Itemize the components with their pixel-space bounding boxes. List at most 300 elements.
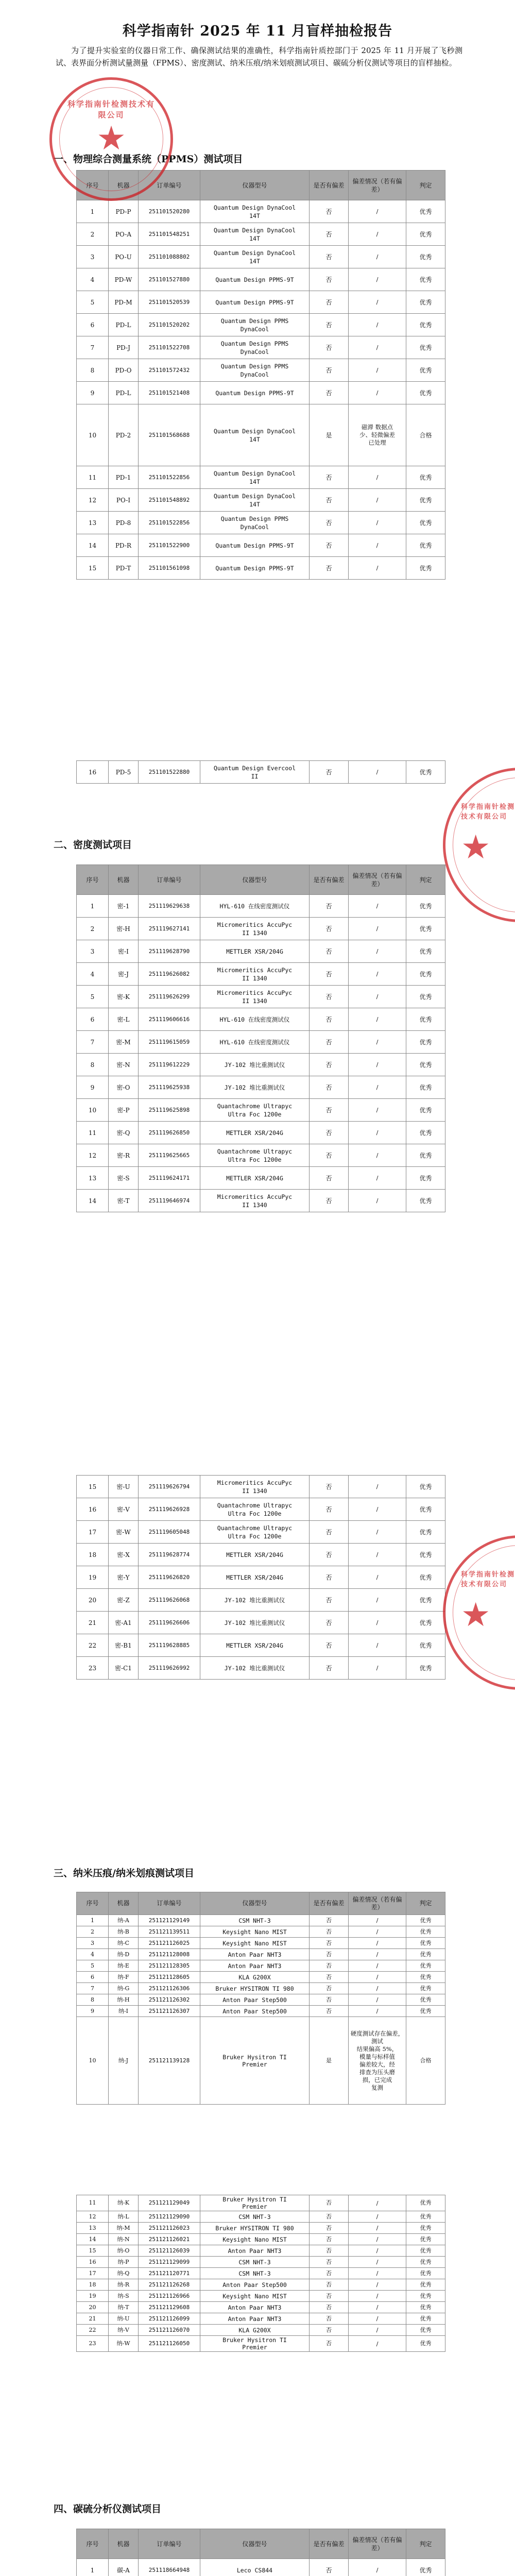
cell-no: 5 [77, 986, 109, 1008]
cell-result: 优秀 [406, 2313, 445, 2325]
cell-model: Quantum Design PPMS DynaCool [200, 512, 310, 534]
cell-deviation: / [349, 761, 406, 784]
cell-result: 优秀 [406, 1938, 445, 1949]
column-header-model: 仪器型号 [200, 865, 310, 895]
cell-result: 优秀 [406, 1983, 445, 1994]
cell-code: 251101521408 [139, 382, 200, 404]
cell-code: 251119646974 [139, 1190, 200, 1212]
cell-result: 优秀 [406, 336, 445, 359]
cell-deviation: / [349, 1008, 406, 1031]
cell-deviation: / [349, 1960, 406, 1972]
column-header-conclusion: 是否有偏差 [310, 1892, 349, 1915]
cell-deviation: / [349, 1566, 406, 1589]
cell-conclusion: 否 [310, 1972, 349, 1983]
cell-model: Micromeritics AccuPyc II 1340 [200, 1476, 310, 1498]
cell-no: 8 [77, 359, 109, 382]
cell-model: HYL-610 在线密度测试仪 [200, 1031, 310, 1054]
cell-model: Anton Paar NHT3 [200, 1949, 310, 1960]
cell-no: 18 [77, 2279, 109, 2291]
cell-code: 251101561098 [139, 557, 200, 580]
cell-code: 251101522856 [139, 466, 200, 489]
table-row [77, 1972, 445, 1983]
cell-deviation: / [349, 1476, 406, 1498]
cell-code: 251119615059 [139, 1031, 200, 1054]
seam-seal-text-2: 科学指南针检测技术有限公司 [461, 1571, 515, 1588]
cell-model: Quantachrome Ultrapyc Ultra Foc 1200e [200, 1498, 310, 1521]
cell-deviation: / [349, 1054, 406, 1076]
table-row [77, 2559, 445, 2576]
cell-conclusion: 否 [310, 1167, 349, 1190]
cell-code: 251119626082 [139, 963, 200, 986]
cell-machine: 密-W [109, 1521, 139, 1544]
cell-model: KLA G200X [200, 2325, 310, 2336]
cell-result: 优秀 [406, 359, 445, 382]
cell-deviation: / [349, 2257, 406, 2268]
cell-code: 251118664948 [139, 2559, 200, 2576]
cell-deviation: / [349, 534, 406, 557]
cell-conclusion: 否 [310, 1144, 349, 1167]
cell-machine: 纳-J [109, 2017, 139, 2105]
cell-result: 优秀 [406, 2211, 445, 2223]
cell-conclusion: 否 [310, 1612, 349, 1634]
cell-model: Anton Paar NHT3 [200, 2302, 310, 2313]
cell-code: 251121126050 [139, 2336, 200, 2352]
cell-code: 251121129099 [139, 2257, 200, 2268]
cell-conclusion: 否 [310, 1122, 349, 1144]
cell-conclusion: 否 [310, 2302, 349, 2313]
seam-seal-text: 科学指南针检测技术有限公司 [461, 803, 515, 821]
cell-conclusion: 否 [310, 336, 349, 359]
cell-model: Bruker HYSITRON TI 980 [200, 2223, 310, 2234]
table-row [77, 200, 445, 223]
cell-code: 251121126023 [139, 2223, 200, 2234]
cell-model: METTLER XSR/204G [200, 940, 310, 963]
cell-model: Anton Paar Step500 [200, 2006, 310, 2017]
cell-deviation: / [349, 291, 406, 314]
seam-seal-star-icon: ★ [461, 828, 491, 867]
cell-machine: PO-I [109, 489, 139, 512]
cell-machine: 密-U [109, 1476, 139, 1498]
cell-model: METTLER XSR/204G [200, 1122, 310, 1144]
cell-no: 11 [77, 466, 109, 489]
cell-code: 251121128305 [139, 1960, 200, 1972]
cell-model: Bruker HYSITRON TI 980 [200, 1983, 310, 1994]
table-row [77, 1589, 445, 1612]
cell-result: 优秀 [406, 1054, 445, 1076]
cell-conclusion: 否 [310, 2223, 349, 2234]
table-row [77, 1994, 445, 2006]
cell-conclusion: 否 [310, 2257, 349, 2268]
cell-deviation: / [349, 2302, 406, 2313]
cell-result: 优秀 [406, 512, 445, 534]
cell-result: 优秀 [406, 200, 445, 223]
cell-code: 251119628885 [139, 1634, 200, 1657]
section-heading-density: 二、密度测试项目 [54, 839, 132, 851]
cell-no: 15 [77, 2245, 109, 2257]
cell-result: 优秀 [406, 2257, 445, 2268]
table-row [77, 2234, 445, 2245]
cell-model: Quantum Design DynaCool 14T [200, 223, 310, 246]
cell-code: 251119625938 [139, 1076, 200, 1099]
seal-text: 科学指南针检测技术有限公司 [67, 99, 155, 120]
cell-machine: 密-A1 [109, 1612, 139, 1634]
column-header-no: 序号 [77, 2529, 109, 2559]
cell-conclusion: 否 [310, 2245, 349, 2257]
cell-machine: 纳-I [109, 2006, 139, 2017]
cell-machine: 密-P [109, 1099, 139, 1122]
cell-machine: 密-Z [109, 1589, 139, 1612]
cell-deviation: / [349, 1657, 406, 1680]
cell-machine: 密-Y [109, 1566, 139, 1589]
cell-machine: 密-H [109, 918, 139, 940]
cell-deviation: / [349, 2195, 406, 2211]
cell-model: Quantum Design Evercool II [200, 761, 310, 784]
cell-no: 12 [77, 2211, 109, 2223]
column-header-conclusion: 是否有偏差 [310, 2529, 349, 2559]
cell-conclusion: 否 [310, 1960, 349, 1972]
table-row [77, 2017, 445, 2105]
cell-model: JY-102 堆比重测试仪 [200, 1657, 310, 1680]
table-row [77, 2313, 445, 2325]
cell-model: KLA G200X [200, 1972, 310, 1983]
cell-machine: 纳-L [109, 2211, 139, 2223]
cell-code: 251121126099 [139, 2313, 200, 2325]
cell-code: 251101548251 [139, 223, 200, 246]
cell-model: HYL-610 在线密度测试仪 [200, 1008, 310, 1031]
table-row [77, 1544, 445, 1566]
cell-conclusion: 否 [310, 940, 349, 963]
cell-no: 11 [77, 2195, 109, 2211]
column-header-machine: 机器 [109, 865, 139, 895]
cell-no: 22 [77, 1634, 109, 1657]
cell-result: 优秀 [406, 223, 445, 246]
cell-machine: PD-M [109, 291, 139, 314]
cell-conclusion: 否 [310, 1008, 349, 1031]
table-row [77, 466, 445, 489]
table-row [77, 1521, 445, 1544]
cell-code: 251121126070 [139, 2325, 200, 2336]
cell-model: Quantum Design PPMS-9T [200, 382, 310, 404]
cell-machine: 密-Q [109, 1122, 139, 1144]
cell-no: 18 [77, 1544, 109, 1566]
ppms-table-page-2 [76, 760, 445, 784]
cell-model: CSM NHT-3 [200, 2257, 310, 2268]
nano-table-page-2 [76, 2195, 445, 2352]
cell-deviation: / [349, 200, 406, 223]
cell-deviation: / [349, 1926, 406, 1938]
cell-model: Micromeritics AccuPyc II 1340 [200, 963, 310, 986]
cell-conclusion: 否 [310, 2234, 349, 2245]
cell-deviation: / [349, 1076, 406, 1099]
table-row [77, 2211, 445, 2223]
cell-machine: PD-R [109, 534, 139, 557]
cell-result: 优秀 [406, 1476, 445, 1498]
column-header-deviation: 偏差情况（若有偏差） [349, 2529, 406, 2559]
cell-machine: 密-J [109, 963, 139, 986]
cell-no: 10 [77, 2017, 109, 2105]
table-row [77, 2279, 445, 2291]
cell-no: 4 [77, 268, 109, 291]
cell-code: 251119612229 [139, 1054, 200, 1076]
cell-no: 8 [77, 1054, 109, 1076]
cell-result: 优秀 [406, 2223, 445, 2234]
cell-result: 优秀 [406, 1144, 445, 1167]
cell-code: 251101522880 [139, 761, 200, 784]
cell-machine: 纳-H [109, 1994, 139, 2006]
table-row [77, 534, 445, 557]
cell-machine: 密-L [109, 1008, 139, 1031]
cell-conclusion: 否 [310, 1926, 349, 1938]
cell-model: Bruker Hysitron TI Premier [200, 2195, 310, 2211]
cell-code: 251119626299 [139, 986, 200, 1008]
cell-no: 7 [77, 1031, 109, 1054]
cell-conclusion: 否 [310, 1521, 349, 1544]
column-header-code: 订单编号 [139, 2529, 200, 2559]
cell-conclusion: 否 [310, 2313, 349, 2325]
cell-code: 251119626928 [139, 1498, 200, 1521]
cell-no: 12 [77, 1144, 109, 1167]
section-heading-ppms: 一、物理综合测量系统（PPMS）测试项目 [54, 154, 243, 165]
table-row [77, 268, 445, 291]
cell-result: 优秀 [406, 1099, 445, 1122]
cell-result: 优秀 [406, 1122, 445, 1144]
cell-machine: 纳-U [109, 2313, 139, 2325]
cell-no: 6 [77, 1972, 109, 1983]
cell-code: 251119629638 [139, 895, 200, 918]
cell-model: Anton Paar NHT3 [200, 2313, 310, 2325]
cell-model: Anton Paar Step500 [200, 2279, 310, 2291]
cell-no: 6 [77, 314, 109, 336]
cell-result: 优秀 [406, 2302, 445, 2313]
cell-machine: 纳-A [109, 1915, 139, 1926]
cell-no: 4 [77, 963, 109, 986]
cell-result: 优秀 [406, 314, 445, 336]
table-row [77, 489, 445, 512]
table-row [77, 1054, 445, 1076]
seam-seal-star-icon-2: ★ [461, 1596, 491, 1634]
column-header-no: 序号 [77, 1892, 109, 1915]
cell-conclusion: 否 [310, 1498, 349, 1521]
density-table-page-1 [76, 865, 445, 1212]
cell-result: 优秀 [406, 1657, 445, 1680]
cell-deviation: / [349, 466, 406, 489]
table-row [77, 2336, 445, 2352]
cell-machine: 密-S [109, 1167, 139, 1190]
report-title: 科学指南针 2025 年 11 月盲样抽检报告 [122, 23, 393, 39]
table-row [77, 382, 445, 404]
cell-result: 优秀 [406, 1972, 445, 1983]
cell-deviation: 磁滞 数据点 少、轻微偏差 已处理 [349, 404, 406, 466]
cell-code: 251119626992 [139, 1657, 200, 1680]
cell-model: Quantum Design DynaCool 14T [200, 466, 310, 489]
cell-result: 优秀 [406, 2195, 445, 2211]
cell-result: 优秀 [406, 1589, 445, 1612]
cell-code: 251119626850 [139, 1122, 200, 1144]
cell-deviation: / [349, 1521, 406, 1544]
cell-no: 7 [77, 1983, 109, 1994]
cell-result: 优秀 [406, 534, 445, 557]
cell-result: 优秀 [406, 1994, 445, 2006]
cell-code: 251121129608 [139, 2302, 200, 2313]
cell-result: 优秀 [406, 2336, 445, 2352]
cell-code: 251101572432 [139, 359, 200, 382]
table-row [77, 1983, 445, 1994]
cell-model: JY-102 堆比重测试仪 [200, 1054, 310, 1076]
cell-deviation: / [349, 1498, 406, 1521]
cell-model: Keysight Nano MIST [200, 1926, 310, 1938]
cell-code: 251121120771 [139, 2268, 200, 2279]
table-row [77, 557, 445, 580]
cell-no: 13 [77, 1167, 109, 1190]
cell-code: 251119626794 [139, 1476, 200, 1498]
table-row [77, 986, 445, 1008]
cell-deviation: / [349, 268, 406, 291]
table-row [77, 404, 445, 466]
table-row [77, 246, 445, 268]
cell-conclusion: 否 [310, 2006, 349, 2017]
cell-result: 优秀 [406, 1190, 445, 1212]
cell-machine: 纳-S [109, 2291, 139, 2302]
cell-deviation: / [349, 2559, 406, 2576]
cell-model: Anton Paar NHT3 [200, 2245, 310, 2257]
cell-conclusion: 是 [310, 404, 349, 466]
table-row [77, 1926, 445, 1938]
cell-result: 优秀 [406, 1926, 445, 1938]
cell-deviation: / [349, 2291, 406, 2302]
cell-machine: 密-C1 [109, 1657, 139, 1680]
cell-result: 优秀 [406, 1949, 445, 1960]
cell-result: 优秀 [406, 1960, 445, 1972]
table-row [77, 2195, 445, 2211]
table-row [77, 963, 445, 986]
cell-code: 251101088802 [139, 246, 200, 268]
table-row [77, 761, 445, 784]
cell-machine: 密-T [109, 1190, 139, 1212]
cell-no: 15 [77, 557, 109, 580]
table-row [77, 1566, 445, 1589]
table-row [77, 512, 445, 534]
cell-model: Quantum Design PPMS DynaCool [200, 336, 310, 359]
cell-code: 251121139128 [139, 2017, 200, 2105]
cell-machine: 纳-K [109, 2195, 139, 2211]
column-header-deviation: 偏差情况（若有偏差） [349, 865, 406, 895]
column-header-code: 订单编号 [139, 865, 200, 895]
cell-machine: 密-N [109, 1054, 139, 1076]
cell-deviation: / [349, 2245, 406, 2257]
cell-machine: 纳-R [109, 2279, 139, 2291]
table-row [77, 2302, 445, 2313]
cell-code: 251101568688 [139, 404, 200, 466]
cell-model: CSM NHT-3 [200, 2268, 310, 2279]
cell-conclusion: 否 [310, 314, 349, 336]
cell-code: 251121126039 [139, 2245, 200, 2257]
cell-code: 251121128605 [139, 1972, 200, 1983]
column-header-deviation: 偏差情况（若有偏差） [349, 171, 406, 200]
cell-deviation: / [349, 1544, 406, 1566]
column-header-model: 仪器型号 [200, 1892, 310, 1915]
cell-machine: 纳-C [109, 1938, 139, 1949]
table-row [77, 1498, 445, 1521]
cell-conclusion: 否 [310, 1949, 349, 1960]
table-row [77, 2268, 445, 2279]
cell-model: Micromeritics AccuPyc II 1340 [200, 986, 310, 1008]
cell-no: 11 [77, 1122, 109, 1144]
cell-machine: PD-J [109, 336, 139, 359]
cell-model: CSM NHT-3 [200, 2211, 310, 2223]
cell-conclusion: 否 [310, 512, 349, 534]
table-row [77, 1612, 445, 1634]
cell-machine: 密-O [109, 1076, 139, 1099]
cell-model: Quantum Design PPMS-9T [200, 268, 310, 291]
table-row [77, 918, 445, 940]
cell-conclusion: 是 [310, 2017, 349, 2105]
cell-model: METTLER XSR/204G [200, 1634, 310, 1657]
cell-result: 优秀 [406, 557, 445, 580]
cell-conclusion: 否 [310, 2559, 349, 2576]
cell-conclusion: 否 [310, 2325, 349, 2336]
cell-code: 251119628790 [139, 940, 200, 963]
cell-result: 优秀 [406, 1076, 445, 1099]
table-row [77, 2245, 445, 2257]
cell-conclusion: 否 [310, 382, 349, 404]
density-table-page-2 [76, 1475, 445, 1680]
cell-code: 251101527880 [139, 268, 200, 291]
cell-conclusion: 否 [310, 1099, 349, 1122]
table-row [77, 2291, 445, 2302]
cell-no: 2 [77, 223, 109, 246]
cell-result: 合格 [406, 2017, 445, 2105]
cell-result: 优秀 [406, 382, 445, 404]
cell-model: Quantum Design PPMS DynaCool [200, 359, 310, 382]
cell-code: 251101522856 [139, 512, 200, 534]
cell-no: 21 [77, 2313, 109, 2325]
cell-deviation: / [349, 223, 406, 246]
cell-no: 9 [77, 2006, 109, 2017]
cell-deviation: / [349, 382, 406, 404]
cell-machine: 碳-A [109, 2559, 139, 2576]
cell-machine: 纳-W [109, 2336, 139, 2352]
cell-conclusion: 否 [310, 963, 349, 986]
cell-conclusion: 否 [310, 534, 349, 557]
cell-deviation: / [349, 2279, 406, 2291]
cell-no: 1 [77, 895, 109, 918]
column-header-conclusion: 是否有偏差 [310, 171, 349, 200]
cell-machine: PO-U [109, 246, 139, 268]
cell-code: 251119627141 [139, 918, 200, 940]
cell-conclusion: 否 [310, 2291, 349, 2302]
cell-no: 5 [77, 291, 109, 314]
cell-result: 优秀 [406, 489, 445, 512]
section-heading-nano: 三、纳米压痕/纳米划痕测试项目 [54, 1868, 194, 1879]
cell-model: METTLER XSR/204G [200, 1544, 310, 1566]
cell-conclusion: 否 [310, 1054, 349, 1076]
cell-deviation: / [349, 1122, 406, 1144]
cell-conclusion: 否 [310, 761, 349, 784]
cell-model: JY-102 堆比重测试仪 [200, 1612, 310, 1634]
table-row [77, 1122, 445, 1144]
cell-no: 10 [77, 1099, 109, 1122]
cell-conclusion: 否 [310, 1476, 349, 1498]
cell-model: Quantum Design DynaCool 14T [200, 200, 310, 223]
cell-machine: 纳-N [109, 2234, 139, 2245]
cell-model: Quantum Design DynaCool 14T [200, 489, 310, 512]
cell-conclusion: 否 [310, 489, 349, 512]
cell-no: 6 [77, 1008, 109, 1031]
table-row [77, 895, 445, 918]
cell-machine: 纳-P [109, 2257, 139, 2268]
cell-model: Quantum Design PPMS-9T [200, 534, 310, 557]
cell-deviation: / [349, 1994, 406, 2006]
